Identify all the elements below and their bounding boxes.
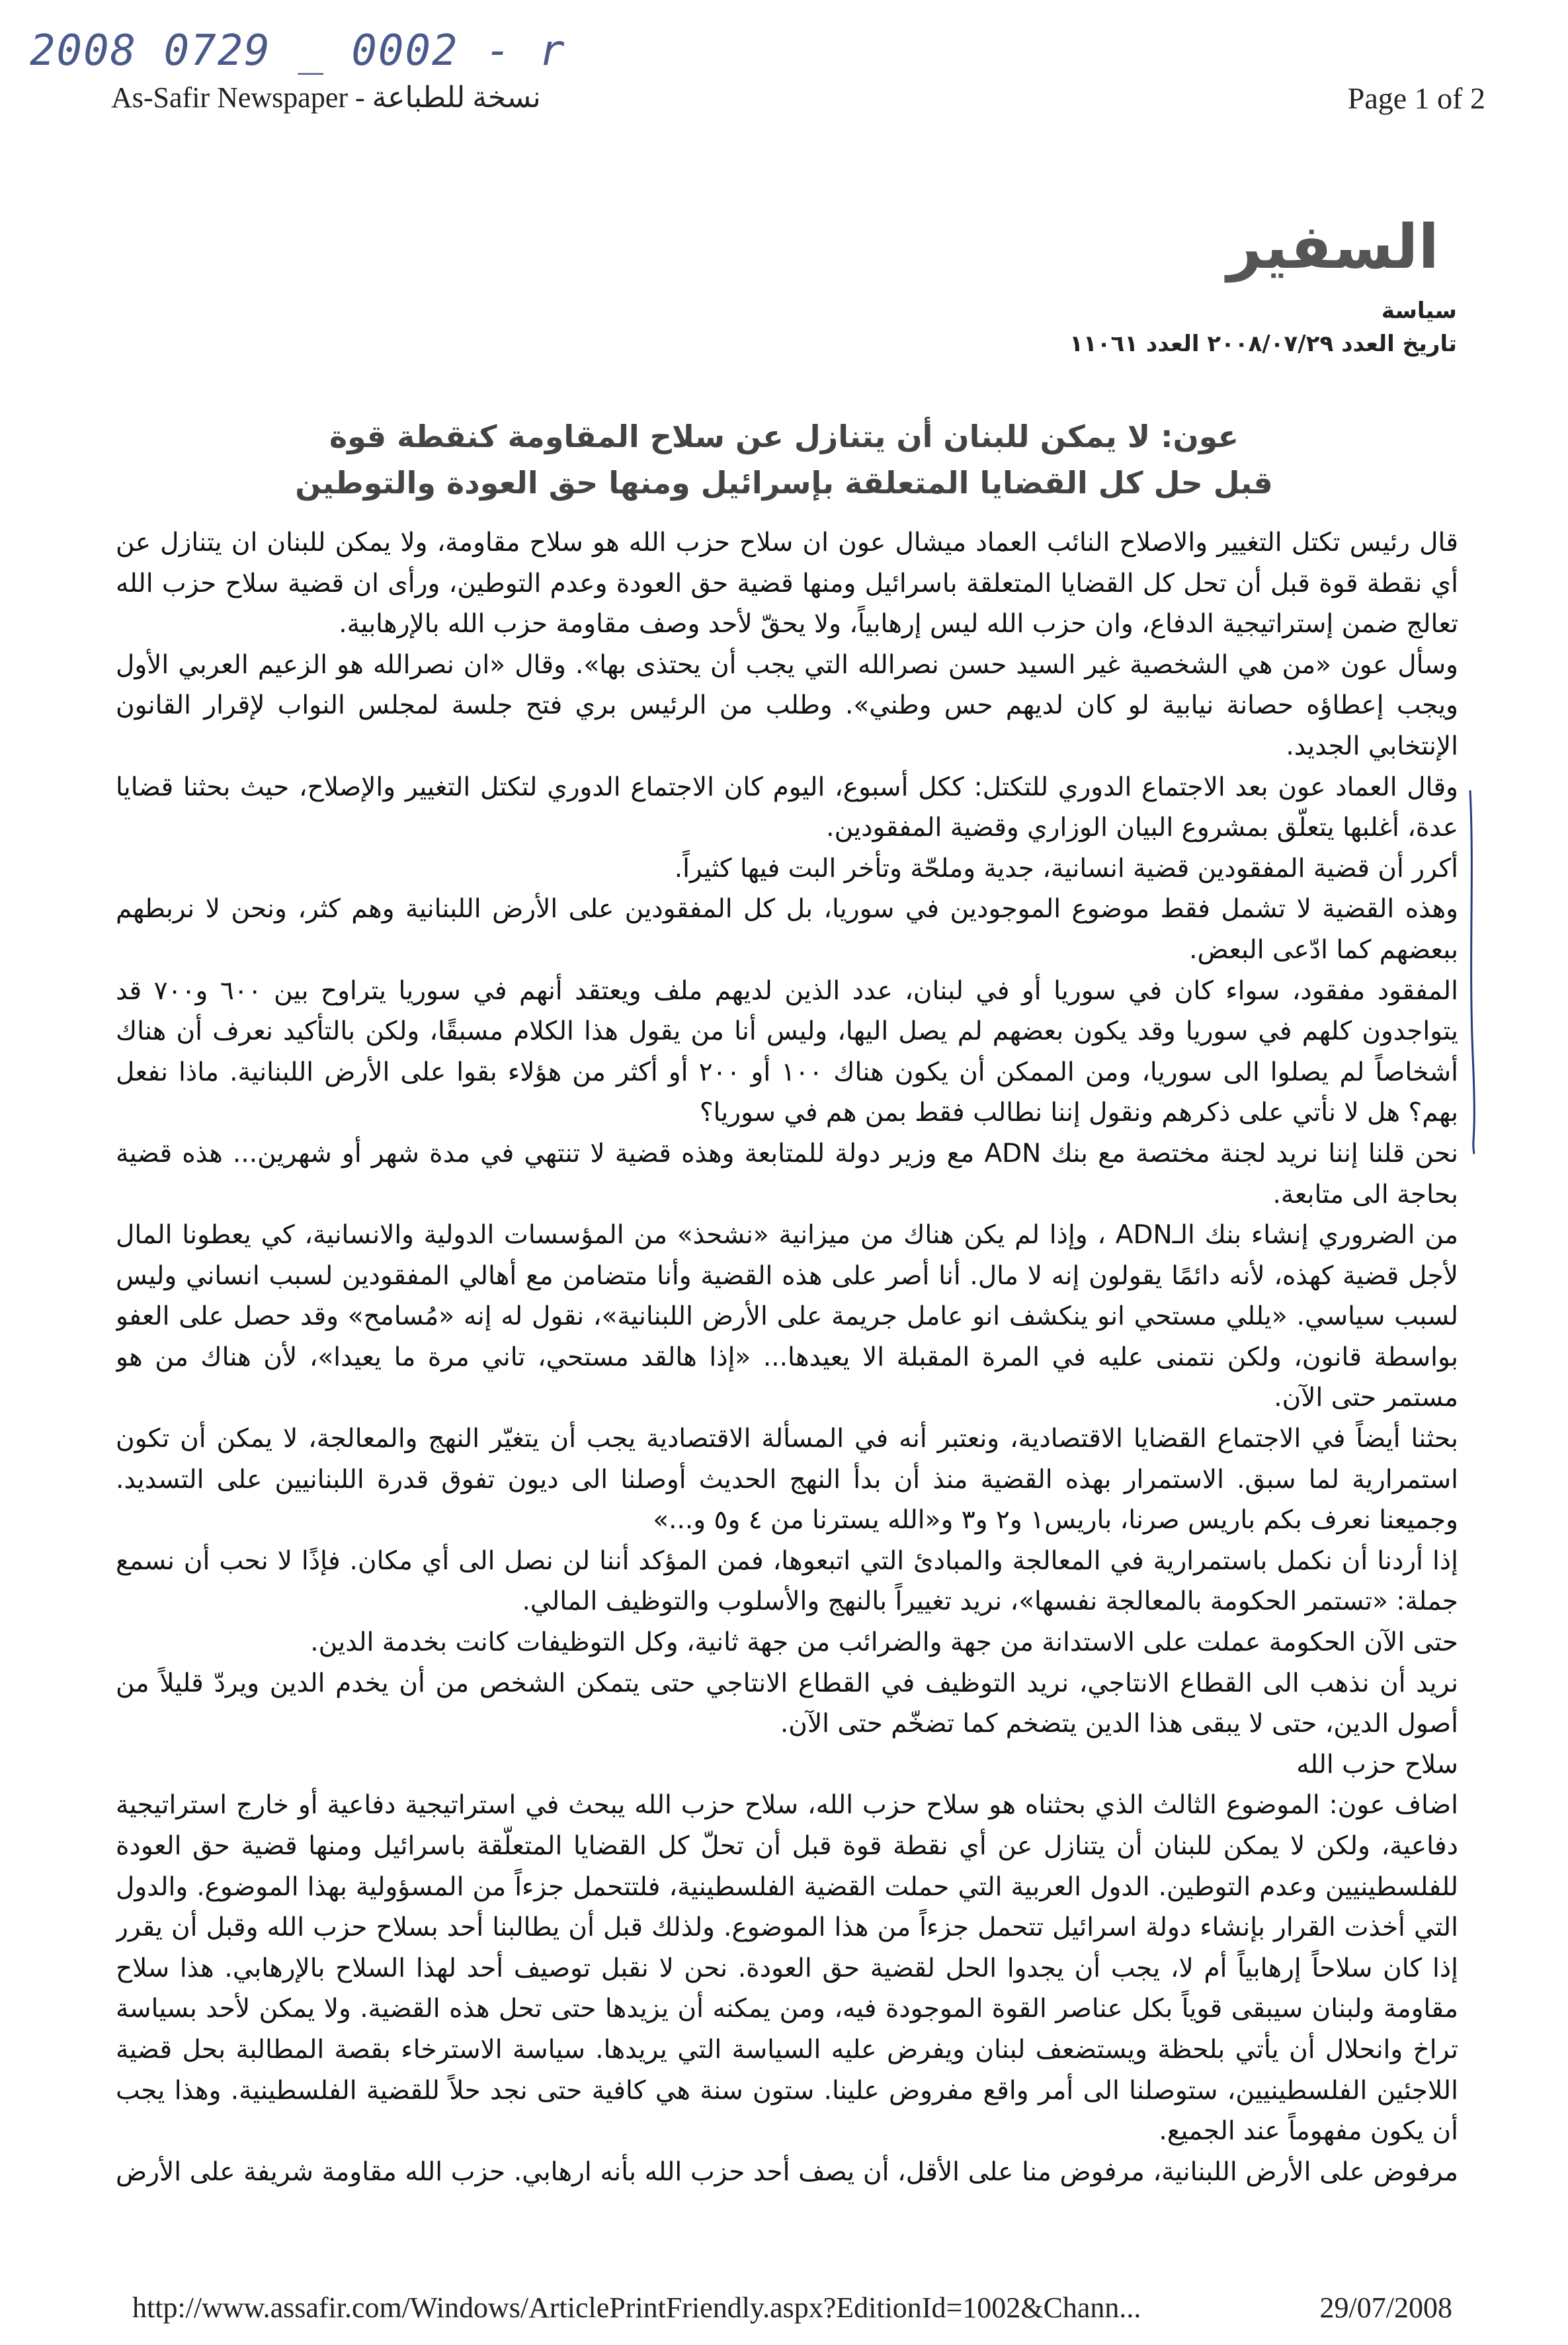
- article-paragraph: وسأل عون «من هي الشخصية غير السيد حسن نصرالله التي يجب أن يحتذى بها». وقال «ان نصرالله هو الزعيم العربي الأول ويجب إعطاؤه حصانة نيابية لو كان لديهم حس وطني». وطلب من الرئيس بري فتح جلسة لمجلس النواب لإقرار القانون الإنتخابي الجديد.: [116, 649, 1458, 761]
- page-number: Page 1 of 2: [1347, 81, 1485, 115]
- article-paragraph: المفقود مفقود، سواء كان في سوريا أو في لبنان، عدد الذين لديهم ملف ويعتقد أنهم في سوريا يتراوح بين ٦٠٠ و٧٠٠ قد يتواجدون كلهم في سوريا وقد يكون بعضهم لم يصل اليها، وليس أنا من يقول هذا الكلام مسبقًا، ولكن بالتأكيد نعرف أن هناك أشخاصاً لم يصلوا الى سوريا، ومن الممكن أن يكون هناك ١٠٠ أو ٢٠٠ أو أكثر من هؤلاء بقوا على الأرض اللبنانية. ماذا نفعل بهم؟ هل لا نأتي على ذكرهم ونقول إننا نطالب فقط بمن هم في سوريا؟: [116, 975, 1458, 1128]
- issue-dateline: تاريخ العدد ٢٠٠٨/٠٧/٢٩ العدد ١١٠٦١: [1069, 331, 1457, 357]
- footer-date: 29/07/2008: [1319, 2291, 1452, 2324]
- article-paragraph: نريد أن نذهب الى القطاع الانتاجي، نريد التوظيف في القطاع الانتاجي حتى يتمكن الشخص من أن يخدم الدين ويردّ قليلاً من أصول الدين، حتى لا يبقى هذا الدين يتضخم كما تضخّم حتى الآن.: [116, 1668, 1458, 1739]
- print-header-source: As-Safir Newspaper - نسخة للطباعة: [111, 81, 541, 114]
- section-subheading: سلاح حزب الله: [1296, 1749, 1458, 1780]
- article-paragraph: أكرر أن قضية المفقودين قضية انسانية، جدية وملحّة وتأخر البت فيها كثيراً.: [674, 853, 1458, 884]
- headline-line-2: قبل حل كل القضايا المتعلقة بإسرائيل ومنها حق العودة والتوطين: [295, 465, 1273, 501]
- handwritten-archive-note: 2008 0729 _ 0002 - r: [30, 26, 566, 75]
- handwritten-margin-line: [1466, 790, 1479, 1154]
- article-paragraph: من الضروري إنشاء بنك الـADN ، وإذا لم يكن هناك من ميزانية «نشحذ» من المؤسسات الدولية والانسانية، كي يعطونا المال لأجل قضية كهذه، لأنه دائمًا يقولون إنه لا مال. أنا أصر على هذه القضية وأنا متضامن مع أهالي المفقودين لسبب انساني وليس لسبب سياسي. «يللي مستحي انو ينكشف انو عامل جريمة على الأرض اللبنانية»، نقول له إنه «مُسامح» وقد حصل على العفو بواسطة قانون، ولكن نتمنى عليه في المرة المقبلة الا يعيدها... «إذا هالقد مستحي، تاني مرة ما يعيدا»، لأن هناك من هو مستمر حتى الآن.: [116, 1220, 1458, 1413]
- footer-url: http://www.assafir.com/Windows/ArticlePrintFriendly.aspx?EditionId=1002&Chann...: [132, 2291, 1141, 2324]
- article-paragraph: بحثنا أيضاً في الاجتماع القضايا الاقتصادية، ونعتبر أنه في المسألة الاقتصادية يجب أن يتغيّر النهج والمعالجة، لا يمكن أن تكون استمرارية لما سبق. الاستمرار بهذه القضية منذ أن بدأ النهج الحديث أوصلنا الى ديون تفوق قدرة اللبنانيين على التسديد. وجميعنا نعرف بكم باريس صرنا، باريس١ و٢ و٣ و«الله يسترنا من ٤ و٥ و...»: [116, 1424, 1458, 1536]
- article-paragraph: إذا أردنا أن نكمل باستمرارية في المعالجة والمبادئ التي اتبعوها، فمن المؤكد أننا لن نصل الى أي مكان. فإذًا لا نحب أن نسمع جملة: «تستمر الحكومة بالمعالجة نفسها»، نريد تغييراً بالنهج والأسلوب والتوظيف المالي.: [116, 1545, 1458, 1617]
- section-label: سياسة: [1381, 298, 1457, 324]
- article-headline: [132, 413, 1436, 506]
- headline-line-1: عون: لا يمكن للبنان أن يتنازل عن سلاح المقاومة كنقطة قوة: [329, 419, 1239, 454]
- article-body: [116, 522, 1458, 2192]
- article-paragraph: اضاف عون: الموضوع الثالث الذي بحثناه هو سلاح حزب الله، سلاح حزب الله يبحث في استراتيجية دفاعية أو خارج استراتيجية دفاعية، ولكن لا يمكن للبنان أن يتنازل عن أي نقطة قوة قبل أن تحلّ كل القضايا المتعلّقة باسرائيل ومنها قضية حق العودة للفلسطينيين وعدم التوطين. الدول العربية التي حملت القضية الفلسطينية، فلتتحمل جزءاً من المسؤولية بهذا الموضوع. والدول التي أخذت القرار بإنشاء دولة اسرائيل تتحمل جزءاً من هذا الموضوع. ولذلك قبل أن يطالبنا أحد بسلاح حزب الله وقبل أن يقرر إذا كان سلاحاً إرهابياً أم لا، يجب أن يجدوا الحل لقضية حق العودة. نحن لا نقبل توصيف أحد لهذا السلاح بالإرهابي. هذا سلاح مقاومة ولبنان سيبقى قوياً بكل عناصر القوة الموجودة فيه، ومن يمكنه أن يزيدها حتى تحل هذه القضية. ولا يمكن لأحد بسياسة تراخ وانحلال أن يأتي بلحظة ويستضعف لبنان ويفرض عليه السياسة التي يريدها. سياسة الاسترخاء بقصة المطالبة بحل قضية اللاجئين الفلسطينيين، ستوصلنا الى أمر واقع مفروض علينا. ستون سنة هي كافية حتى نجد حلاً للقضية الفلسطينية. وهذا يجب أن يكون مفهوماً عند الجميع.: [116, 1790, 1458, 2147]
- article-paragraph: وقال العماد عون بعد الاجتماع الدوري للتكتل: ككل أسبوع، اليوم كان الاجتماع الدوري لتكتل التغيير والإصلاح، حيث بحثنا قضايا عدة، أغلبها يتعلّق بمشروع البيان الوزاري وقضية المفقودين.: [116, 772, 1458, 843]
- article-paragraph: مرفوض على الأرض اللبنانية، مرفوض منا على الأقل، أن يصف أحد حزب الله بأنه ارهابي. حزب الله مقاومة شريفة على الأرض: [116, 2157, 1458, 2187]
- article-paragraph: وهذه القضية لا تشمل فقط موضوع الموجودين في سوريا، بل كل المفقودين على الأرض اللبنانية وهم كثر، ونحن لا نربطهم ببعضهم كما ادّعى البعض.: [116, 894, 1458, 965]
- article-paragraph: حتى الآن الحكومة عملت على الاستدانة من جهة والضرائب من جهة ثانية، وكل التوظيفات كانت بخدمة الدين.: [310, 1627, 1458, 1658]
- article-paragraph: نحن قلنا إننا نريد لجنة مختصة مع بنك ADN مع وزير دولة للمتابعة وهذه قضية لا تنتهي في مدة شهر أو شهرين... هذه قضية بحاجة الى متابعة.: [116, 1138, 1458, 1210]
- article-paragraph: قال رئيس تكتل التغيير والاصلاح النائب العماد ميشال عون ان سلاح حزب الله هو سلاح مقاومة، ولا يمكن للبنان ان يتنازل عن أي نقطة قوة قبل أن تحل كل القضايا المتعلقة باسرائيل ومنها قضية حق العودة وعدم التوطين، ورأى ان قضية سلاح حزب الله تعالج ضمن إستراتيجية الدفاع، وان حزب الله ليس إرهابياً، ولا يحقّ لأحد وصف مقاومة حزب الله بالإرهابية.: [116, 528, 1458, 639]
- newspaper-logo: السفير: [1227, 212, 1439, 282]
